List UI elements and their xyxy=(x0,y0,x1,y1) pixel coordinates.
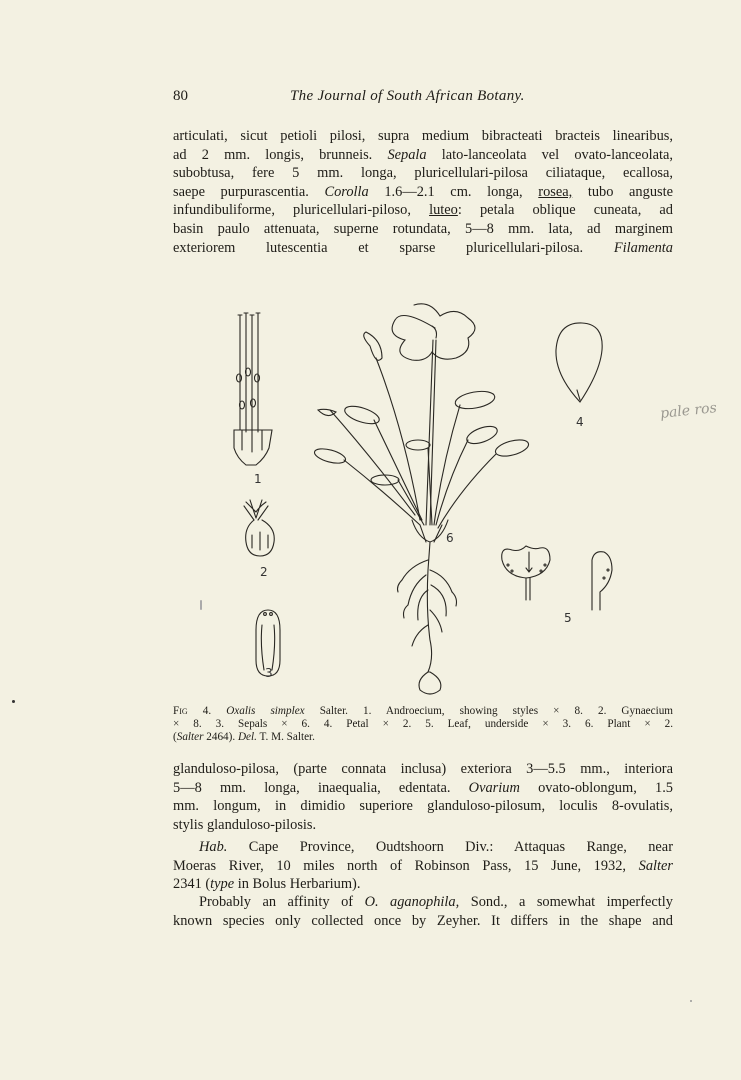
caption-line: Fig 4. Oxalis simplex Salter. 1. Androecium, showing styles × 8. 2. Gynaecium xyxy=(173,705,673,717)
androecium-drawing xyxy=(234,313,272,465)
text-line: subobtusa, fere 5 mm. longa, pluricellulari-pilosa ciliataque, ecallosa, xyxy=(173,165,673,182)
paper-speck xyxy=(12,700,15,703)
botanical-figure xyxy=(190,280,741,700)
leaf-drawing xyxy=(502,546,612,610)
description-paragraph xyxy=(173,127,673,257)
plant-drawing xyxy=(313,304,530,694)
text-line: stylis glanduloso-pilosis. xyxy=(173,816,317,833)
petal-drawing xyxy=(556,323,602,402)
paper-speck xyxy=(200,600,202,610)
gynaecium-drawing xyxy=(244,500,274,556)
text-line: Moeras River, 10 miles north of Robinson Pass, 15 June, 1932, Salter xyxy=(173,857,673,874)
running-title: The Journal of South African Botany. xyxy=(290,88,525,104)
figure-label-6: 6 xyxy=(446,531,454,545)
text-line: ad 2 mm. longis, brunneis. Sepala lato-lanceolata vel ovato-lanceolata, xyxy=(173,146,673,163)
caption-line: (Salter 2464). Del. T. M. Salter. xyxy=(173,730,315,743)
page-number: 80 xyxy=(173,88,188,104)
figure-label-3: 3 xyxy=(265,666,273,680)
text-line: basin paulo attenuata, superne rotundata, 5—8 mm. lata, ad marginem xyxy=(173,220,673,237)
habitat-paragraph xyxy=(173,838,673,894)
text-line: articulati, sicut petioli pilosi, supra medium bibracteati bracteis linearibus, xyxy=(173,128,673,144)
page-header xyxy=(173,88,673,110)
affinity-paragraph xyxy=(173,893,673,930)
text-line: infundibuliforme, pluricellulari-piloso, luteo: petala oblique cuneata, ad xyxy=(173,202,673,219)
figure-caption xyxy=(173,705,673,743)
figure-label-2: 2 xyxy=(260,565,268,579)
figure-label-4: 4 xyxy=(576,415,584,429)
handwritten-margin-note: pale ros xyxy=(659,400,718,422)
paper-speck xyxy=(690,1000,692,1002)
description-paragraph-continued xyxy=(173,760,673,834)
figure-label-5: 5 xyxy=(564,611,572,625)
text-line: 5—8 mm. longa, inaequalia, edentata. Ovarium ovato-oblongum, 1.5 xyxy=(173,779,673,796)
text-line: 2341 (type in Bolus Herbarium). xyxy=(173,876,361,893)
text-line: known species only collected once by Zeyher. It differs in the shape and xyxy=(173,912,673,929)
text-line: exteriorem lutescentia et sparse pluricellulari-pilosa. Filamenta xyxy=(173,239,673,256)
figure-label-1: 1 xyxy=(254,472,262,486)
text-line: Hab. Cape Province, Oudtshoorn Div.: Attaquas Range, near xyxy=(199,839,673,855)
text-line: saepe purpurascentia. Corolla 1.6—2.1 cm. longa, rosea, tubo anguste xyxy=(173,183,673,200)
text-line: glanduloso-pilosa, (parte connata inclusa) exteriora 3—5.5 mm., interiora xyxy=(173,761,673,777)
text-line: Probably an affinity of O. aganophila, Sond., a somewhat imperfectly xyxy=(199,894,673,910)
text-line: mm. longum, in dimidio superiore glanduloso-pilosum, loculis 8-ovulatis, xyxy=(173,798,673,815)
caption-line: × 8. 3. Sepals × 6. 4. Petal × 2. 5. Leaf, underside × 3. 6. Plant × 2. xyxy=(173,717,673,730)
